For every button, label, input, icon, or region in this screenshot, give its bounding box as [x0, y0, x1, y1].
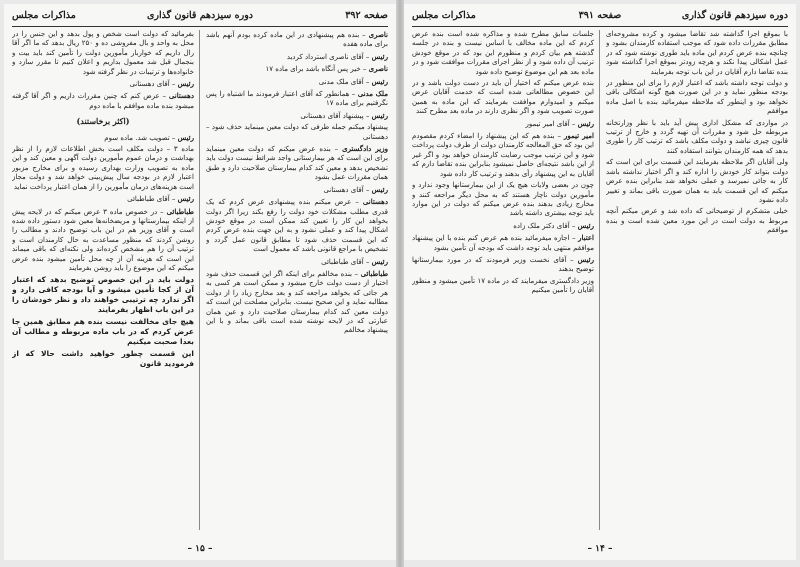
transcript-paragraph — [12, 194, 194, 204]
page-number: – ۱۴ – — [587, 544, 613, 554]
page-label: صفحه ۳۹۱ — [578, 10, 622, 21]
transcript-paragraph — [412, 181, 594, 219]
speech-text: – بنده هم پیشنهادی در این ماده کرده بودم آنهم باشد برای ماده هفده — [206, 31, 388, 49]
transcript-paragraph — [412, 30, 594, 77]
speaker-name: طباطبائی — [166, 206, 194, 216]
column-divider — [199, 30, 200, 530]
page-392 — [4, 4, 396, 560]
transcript-paragraph — [606, 119, 788, 157]
speech-text: بفرمائید که دولت است شخص و پول بدهد و این جنس را در محل به واحد و بال مفروشی ده و ۲۵۰ ریال بدهد که ما اگر آقا رال داریم که خواربار مأمورین دولت را تأمین کند باید بیت و بنجمال قبل شد معمول بداریم و اعلان کنیم تا مقرر سازد و خانواده‌ها و ترتیبات در نظر گرفته شود — [12, 30, 194, 76]
speech-text: دولت باید در این خصوص توضیح بدهد که اعتبار آن از کجا تأمین میشود و آیا بودجه کافی دارد و اگر ندارد چه ترتیبی خواهند داد و نظر خودشان را در این باب اظهار بفرمایند — [12, 275, 194, 315]
transcript-paragraph — [12, 91, 194, 111]
publication-title: مذاکرات مجلس — [412, 10, 476, 21]
transcript-paragraph — [12, 133, 194, 143]
speech-text: – بنده عرض میکنم که دولت معین مینماید برای این است که هر بیمارستانی واجد شرائط نیست دولت باید تشخیص بدهد و معین کند کدام بیمارستان صلاحیت دارد و طبق همان مقررات عمل بشود — [206, 145, 388, 182]
speech-text: وزیر دادگستری میفرمایند که در ماده ۱۷ تأمین میشود و منظور آقایان را تأمین میکنیم — [412, 276, 594, 295]
speech-text: بنده عرض میکنم که اختیار آن باید در دست دولت باشد و در این خصوص مطالعاتی شده است که خدمت آقایان عرض میکنم و امیدوارم موافقت بفرمایند که این ماده به همین صورت تصویب شود و اگر نظری دارند در ماده بعد مطرح کنند — [412, 79, 594, 116]
speech-text: – اجازه میفرمائید بنده هم عرض کنم بنده با این پیشنهاد موافقم منتهی باید توجه داشت که بودجه آن تأمین بشود — [412, 234, 594, 252]
speech-text: (اکثر برخاستند) — [76, 116, 130, 127]
speaker-name: امیر تیمور — [564, 131, 594, 141]
transcript-paragraph — [206, 64, 388, 74]
transcript-paragraph — [206, 144, 388, 183]
speaker-name: ملک مدنی — [357, 89, 388, 99]
speaker-name: رئیس — [371, 51, 388, 61]
page-label: صفحه ۳۹۲ — [345, 10, 388, 21]
transcript-paragraph — [412, 131, 594, 179]
page-header — [412, 10, 788, 24]
transcript-paragraph — [206, 30, 388, 50]
speech-text: – در خصوص ماده ۳ عرض میکنم که در لایحه پیش از اینکه بیمارستانها و مریضخانه‌ها معین شود دستور داده شده است و آقای وزیر هم در این باب توضیح دادند و مطالب را روشن کردند که منظور مساعدت به حال کارمندان است و ترتیب آن را هم مشخص کرده‌اند ولی نکته‌ای که باقی میماند این است که هزینه آن از چه محل تأمین میشود بنده عرض میکنم که این موضوع را باید روشن بفرمایند — [12, 207, 194, 272]
speech-text: – آقای نخست وزیر فرمودند که در مورد بیمارستانها توضیح بدهند — [412, 255, 594, 274]
transcript-paragraph — [206, 269, 388, 336]
speech-text: – پیشنهاد آقای دهستانی — [300, 111, 370, 120]
speaker-name: رئیس — [177, 79, 194, 89]
speaker-name: رئیس — [177, 132, 194, 142]
legislature-title: دوره سیزدهم قانون گذاری — [681, 10, 788, 21]
transcript-paragraph — [12, 275, 194, 315]
publication-title: مذاکرات مجلس — [12, 10, 76, 21]
transcript-paragraph — [206, 89, 388, 109]
transcript-paragraph — [606, 158, 788, 205]
speech-text: – آقای طباطبائی — [321, 257, 370, 266]
column-right — [206, 30, 388, 530]
speech-text: چون در بعضی ولایات هیچ یک از این بیمارستانها وجود ندارد و مأمورین دولت ناچار هستند که به محل دیگر مراجعه کنند و مخارج زیادی بدهند بنده عرض میکنم که دولت در این موارد باید توجه بیشتری داشته باشد — [412, 181, 594, 218]
speaker-name: رئیس — [177, 194, 194, 204]
speaker-name: اعتبار — [578, 233, 594, 243]
transcript-paragraph — [206, 197, 388, 254]
speech-text: خیلی متشکرم از توضیحاتی که داده شد و عرض میکنم آنچه مربوط به دولت است در این مورد معین شده است و بنده موافقم — [606, 207, 788, 235]
speech-text: – تصویب شد. ماده سوم — [104, 133, 176, 142]
column-right — [606, 30, 788, 530]
transcript-paragraph — [412, 277, 594, 296]
transcript-paragraph — [206, 123, 388, 142]
transcript-paragraph — [412, 255, 594, 275]
page-header — [12, 10, 388, 24]
speech-text: با بموقع اجرا گذاشته شد تقاضا میشود و کرده مشروحه‌ای مطابق مقررات داده شود که موجب استفاده کارمندان بشود و چنانچه بنده عرض کردم این ماده باید طوری نوشته شود که در عمل اشکالی پیدا نکند و هرچه زودتر بموقع اجرا گذاشته شود بنده تقاضا دارم آقایان در این باب توجه بفرمایند — [606, 30, 788, 76]
transcript-paragraph — [206, 111, 388, 121]
transcript-paragraph — [412, 221, 594, 231]
transcript-paragraph — [206, 52, 388, 62]
transcript-paragraph — [12, 317, 194, 347]
speech-text: – خیر پس آنگاه باشد برای ماده ۱۷ — [265, 65, 367, 74]
transcript-paragraph — [12, 349, 194, 369]
speaker-name: ناصری — [368, 64, 388, 74]
column-left — [412, 30, 594, 530]
speech-text: و دولت توجه داشته باشد که اعتبار لازم را برای این منظور در بودجه منظور نماید و در این صورت هیچ گونه اشکالی باقی نخواهد بود و اینطور که ملاحظه میفرمائید بنده با اصل ماده موافقم — [606, 79, 788, 116]
transcript-paragraph — [606, 79, 788, 117]
speech-text: پیشنهاد میکنم جمله طرفی که دولت معین مینماید حذف شود – دهستانی — [206, 123, 388, 141]
speaker-name: رئیس — [371, 110, 388, 120]
speaker-name: رئیس — [577, 118, 594, 128]
speech-text: – عرض میکنم بنده پیشنهادی عرض کردم که یک قدری مطلب مشکلات خود دولت را رفع بکند زیرا اگر دولت بخواهد این کار را تعیین کند ممکن است در موقع خودش اشکال پیدا کند و عملی نشود و به این جهت بنده عرض کردم که این قسمت حذف شود تا مطابق قانون عمل گردد و تشخیص با مراجع قانونی باشد که معمول است — [206, 198, 388, 254]
page-391 — [404, 4, 796, 560]
speaker-name: رئیس — [577, 254, 594, 264]
speech-text: – آقای امیر تیمور — [525, 119, 576, 128]
speech-text: – آقای ملک مدنی — [318, 77, 370, 86]
speaker-name: ناصری — [368, 30, 388, 39]
header-rule — [12, 26, 388, 27]
speech-text: این قسمت چطور خواهید داشت حالا که از فرمودید قانون — [12, 349, 194, 369]
speech-text: – آقای دکتر ملک زاده — [513, 221, 576, 230]
speaker-name: طباطبائی — [360, 268, 388, 278]
transcript-paragraph — [12, 207, 194, 274]
transcript-paragraph — [206, 257, 388, 267]
speech-text: – عرض کنم که چنین مقررات داریم و اگر آقا گرفته میشود بنده ماده موافقم با ماده دوم — [12, 92, 194, 110]
column-left — [12, 30, 194, 530]
speech-text: – آقای طباطبائی — [127, 195, 176, 204]
speaker-name: دهستانی — [362, 197, 388, 207]
transcript-paragraph — [12, 145, 194, 192]
speech-text: جلسات سابق مطرح شده و مذاکره شده است بنده عرض کردم که این ماده مخالف با اساس نیست و بنده در جلسه گذشته هم بیان کردم و منظورم این بود که در موقع خودش ترتیب آن داده شود و از نظر اجرای مقررات موافقت شود و در ماده بعد هم این موضوع توضیح داده شود — [412, 30, 594, 76]
transcript-paragraph — [412, 79, 594, 117]
transcript-paragraph — [12, 117, 194, 126]
transcript-paragraph — [606, 30, 788, 77]
page-number: – ۱۵ – — [187, 544, 213, 554]
speaker-name: رئیس — [371, 256, 388, 266]
transcript-paragraph — [412, 233, 594, 253]
speech-text: – آقای دهستانی — [129, 80, 176, 89]
book-gutter — [396, 0, 404, 567]
column-divider — [599, 30, 600, 530]
speech-text: – بنده مخالفم برای اینکه اگر این قسمت حذف شود اختیار از دست دولت خارج میشود و ممکن است هر کسی به هر جائی که بخواهد مراجعه کند و بعد مخارج زیاد را از دولت مطالبه نماید و این صحیح نیست. بنابراین مصلحت این است که دولت معین کند کدام بیمارستان صلاحیت دارد و عین همان عبارتی که در لایحه نوشته شده است باقی بماند و با این پیشنهاد مخالفم — [206, 269, 388, 335]
speaker-name: وزیر دادگستری — [342, 144, 388, 154]
header-rule — [412, 26, 788, 27]
speech-text: هیچ جای مخالفت نیست بنده هم مطابق همین جا عرض کردم که در باب ماده مربوطه و مطالب آن بعدا صحبت میکنیم — [12, 317, 194, 347]
legislature-title: دوره سیزدهم قانون گذاری — [146, 10, 254, 21]
speech-text: ولی آقایان اگر ملاحظه بفرمایند این قسمت برای این است که دولت بتواند کار خودش را اداره کند و اگر اختیار نداشته باشد کار به جائی نمیرسد و عملی نخواهد شد بنابراین بنده عرض میکنم که این قسمت باید به همان صورت باقی بماند و تغییر داده نشود — [606, 158, 788, 204]
speech-text: – همانطور که آقای اعتبار فرمودند ما اشتباه را پس نگرفتیم برای ماده ۱۷ — [206, 90, 388, 108]
speech-text: – آقای ناصری استرداد کردید — [286, 52, 370, 61]
transcript-paragraph — [606, 207, 788, 235]
speaker-name: دهستانی — [168, 91, 194, 101]
transcript-paragraph — [12, 79, 194, 89]
transcript-paragraph — [206, 77, 388, 87]
speech-text: در مواردی که مشکل اداری پیش آید باید با نظر وزارتخانه مربوطه حل شود و مقررات آن تهیه گردد و خارج از ترتیب قانون چیزی نباشد و دولت مکلف باشد که ترتیب کار را طوری بدهد که همه کارمندان بتوانند استفاده کنند — [606, 118, 788, 155]
speech-text: – بنده هم که این پیشنهاد را امضاء کردم مقصودم این بود که حق المعالجه کارمندان دولت از طرف دولت پرداخت شود و این ترتیب موجب رضایت کارمندان خواهد بود و اگر غیر از این باشد نتیجه‌ای حاصل نمیشود بنابراین بنده تقاضا دارم که آقایان به این پیشنهاد رأی بدهند و ترتیب کار داده شود — [412, 132, 594, 178]
speaker-name: رئیس — [371, 76, 388, 86]
speech-text: – آقای دهستانی — [323, 185, 370, 194]
transcript-paragraph — [12, 30, 194, 77]
speaker-name: رئیس — [371, 184, 388, 194]
speaker-name: رئیس — [577, 220, 594, 230]
transcript-paragraph — [206, 185, 388, 195]
transcript-paragraph — [412, 119, 594, 129]
speech-text: ماده ۳ – دولت مکلف است بخش اطلاعات لازم را از نظر بهداشت و درمان عموم مأمورین دولت آگهی و معین کند و این ماده به تصویب وزارت بهداری رسیده و برای مخارج مزبور اعتبار لازم در بودجه سال پیش‌بینی خواهد شد و دولت مجاز است هزینه‌های درمان مأمورین را از همان اعتبار پرداخت نماید — [12, 145, 194, 191]
